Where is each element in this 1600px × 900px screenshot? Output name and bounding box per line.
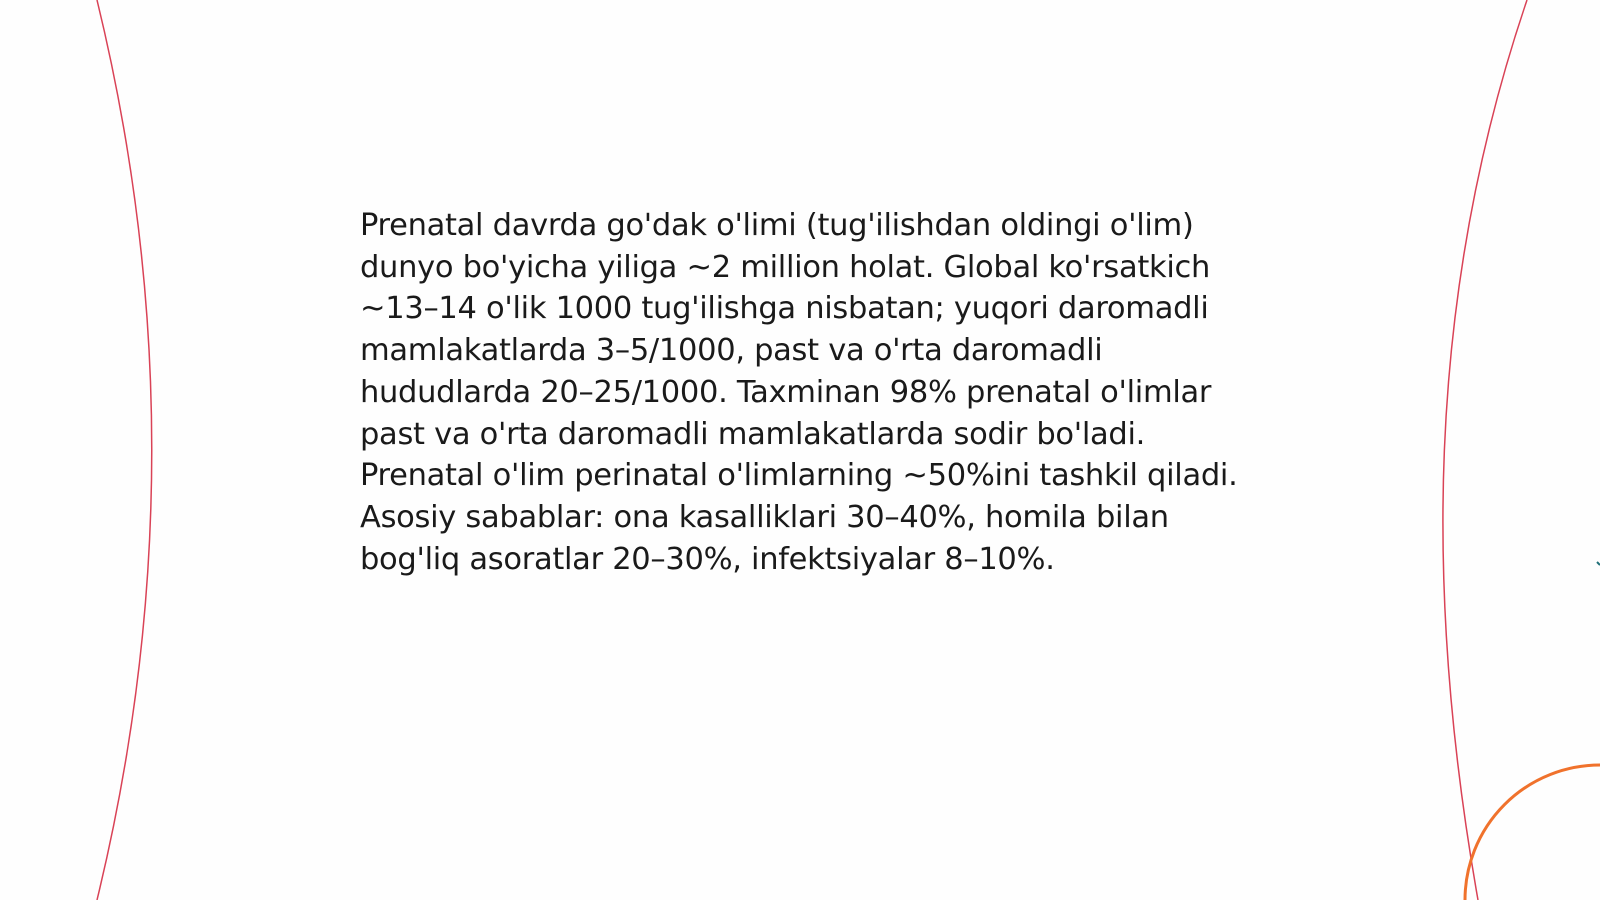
orange-arc [1465, 765, 1600, 900]
right-curve [1443, 0, 1527, 900]
left-curve [97, 0, 152, 900]
slide-body-text: Prenatal davrda go'dak o'limi (tug'ilishdan oldingi o'lim) dunyo bo'yicha yiliga ~2 million holat. Global ko'rsatkich ~13–14 o'lik 1000 tug'ilishga nisbatan; yuqori daromadli mamlakatlarda 3–5/1000, past va o'rta daromadli hududlarda 20–25/1000. Taxminan 98% prenatal o'limlar past va o'rta daromadli mamlakatlarda sodir bo'ladi. Prenatal o'lim perinatal o'limlarning ~50%ini tashkil qiladi. Asosiy sabablar: ona kasalliklari 30–40%, homila bilan bog'liq asoratlar 20–30%, infektsiyalar 8–10%. [360, 208, 1238, 577]
